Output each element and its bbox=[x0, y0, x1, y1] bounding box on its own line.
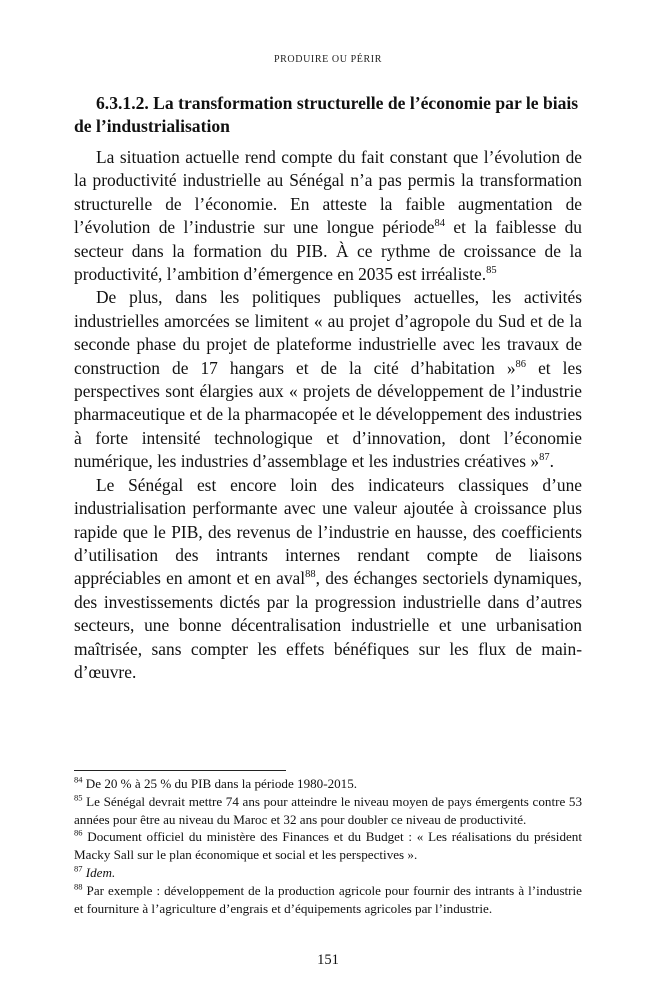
paragraph-2-text-b: et les perspectives sont élargies aux « projets de développement de l’industrie pharmaceutique et de la pharmacopée et le développement des industries à forte intensité technologique et d’innovation, dont l’économie numérique, les industries d’assemblage et les industries créatives » bbox=[74, 357, 582, 472]
paragraph-3 bbox=[74, 474, 582, 685]
paragraph-1-text-b: et la faiblesse du secteur dans la formation du PIB. À ce rythme de croissance de la productivité, l’ambition d’émergence en 2035 est irréaliste. bbox=[74, 217, 582, 285]
footnote-number: 85 bbox=[74, 792, 83, 803]
body-text bbox=[74, 146, 582, 684]
paragraph-2-text-a: De plus, dans les politiques publiques actuelles, les activités industrielles amorcées se limitent « au projet d’agropole du Sud et de la seconde phase du projet de plateforme industrielle avec les travaux de construction de 17 hangars et de la cité d’habitation » bbox=[74, 287, 582, 378]
paragraph-1-text-a: La situation actuelle rend compte du fait constant que l’évolution de la productivité industrielle au Sénégal n’a pas permis la transformation structurelle de l’économie. En atteste la faible augmentation de l’évolution de l’industrie sur une longue période bbox=[74, 147, 582, 238]
footnote-ref-85[interactable]: 85 bbox=[486, 265, 497, 277]
footnote-number: 86 bbox=[74, 828, 83, 839]
footnote-text: Le Sénégal devrait mettre 74 ans pour atteindre le niveau moyen de pays émergents contre 53 années pour être au niveau du Maroc et 32 ans pour doubler ce niveau de productivité. bbox=[74, 793, 582, 827]
footnote-text: Par exemple : développement de la production agricole pour fournir des intrants à l’industrie et fourniture à l’agriculture d’engrais et d’équipements agricoles par l’industrie. bbox=[74, 882, 582, 916]
footnote-86 bbox=[74, 828, 582, 864]
footnote-text: Document officiel du ministère des Finances et du Budget : « Les réalisations du président Macky Sall sur le plan économique et social et les perspectives ». bbox=[74, 829, 582, 863]
footnotes bbox=[74, 775, 582, 917]
footnote-85 bbox=[74, 793, 582, 829]
paragraph-3-text-b: , des échanges sectoriels dynamiques, des investissements dictés par la progression industrielle dans d’autres secteurs, une bonne décentralisation industrielle et une urbanisation maîtrisée, sans compter les effets bénéfiques sur les flux de main-d’œuvre. bbox=[74, 568, 583, 682]
footnote-ref-88[interactable]: 88 bbox=[305, 569, 316, 581]
section-title: 6.3.1.2. La transformation structurelle de l’économie par le biais de l’industrialisation bbox=[74, 93, 579, 136]
footnote-number: 88 bbox=[74, 881, 83, 892]
footnote-text: Idem. bbox=[82, 864, 116, 880]
footnote-number: 87 bbox=[74, 863, 83, 874]
footnote-87 bbox=[74, 864, 582, 882]
footnote-ref-86[interactable]: 86 bbox=[515, 358, 527, 370]
footnote-ref-84[interactable]: 84 bbox=[434, 218, 446, 230]
footnote-number: 84 bbox=[74, 774, 83, 785]
footnote-separator bbox=[74, 770, 286, 771]
footnote-text: De 20 % à 25 % du PIB dans la période 1980-2015. bbox=[82, 776, 358, 791]
running-head: PRODUIRE OU PÉRIR bbox=[274, 54, 382, 65]
paragraph-1 bbox=[74, 146, 582, 286]
paragraph-2 bbox=[74, 286, 582, 473]
page-number: 151 bbox=[317, 952, 339, 968]
footnote-88 bbox=[74, 882, 582, 918]
paragraph-3-text-a: Le Sénégal est encore loin des indicateurs classiques d’une industrialisation performante avec une valeur ajoutée à croissance plus rapide que le PIB, des revenus de l’industrie en hausse, des coefficients d’utilisation des intrants internes rendant compte de liaisons appréciables en amont et en aval bbox=[74, 474, 582, 589]
footnote-ref-87[interactable]: 87 bbox=[539, 452, 550, 464]
footnote-84 bbox=[74, 775, 582, 793]
paragraph-2-text-c: . bbox=[549, 451, 554, 472]
